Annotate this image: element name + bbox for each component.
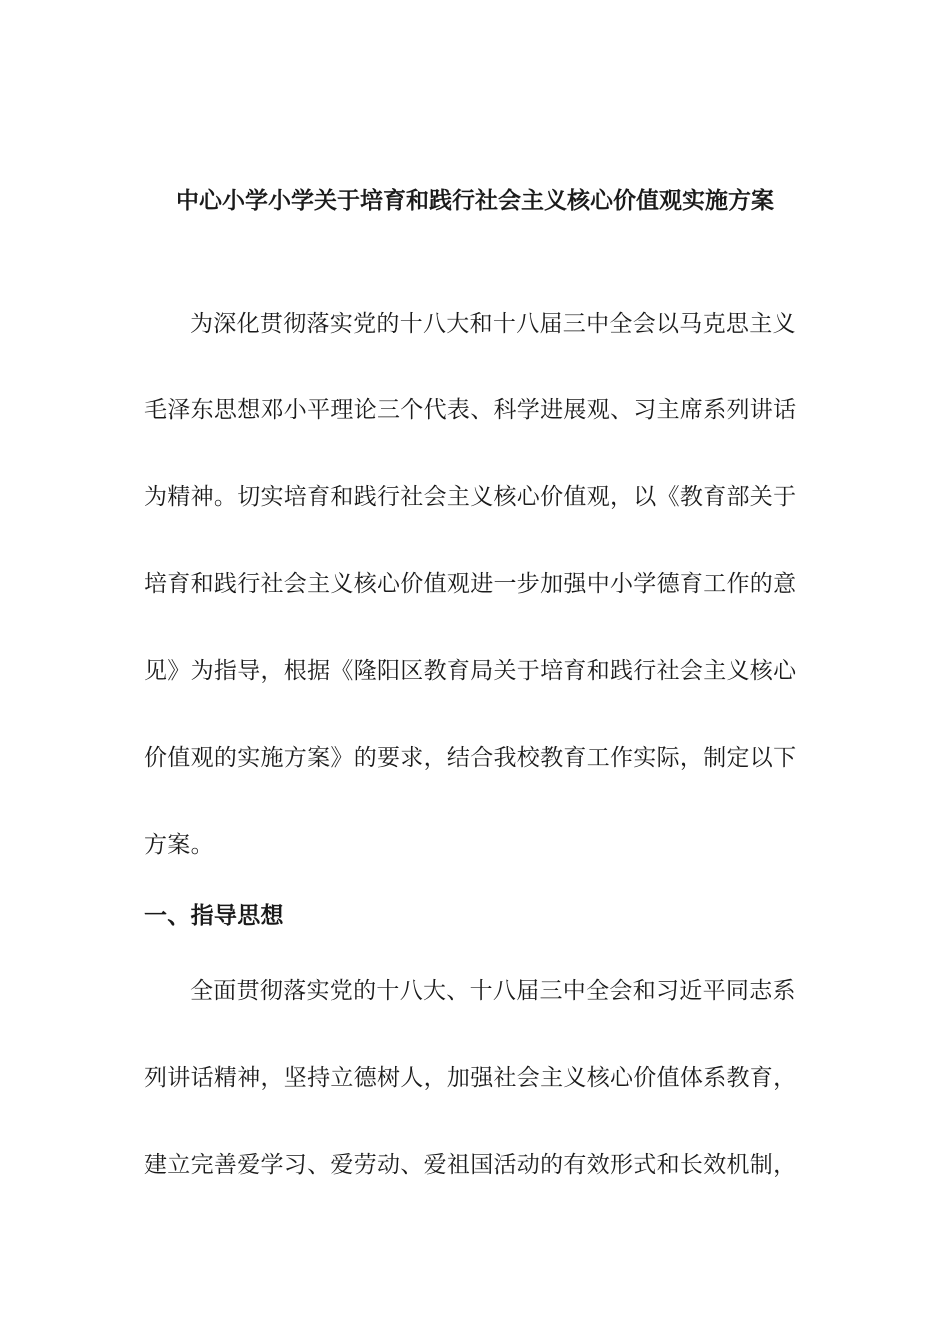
paragraph-line: 价值观的实施方案》的要求，结合我校教育工作实际，制定以下 [144,745,797,771]
paragraph-line: 为深化贯彻落实党的十八大和十八届三中全会以马克思主义 [190,311,796,337]
paragraph-line: 方案。 [144,832,214,858]
paragraph-line: 培育和践行社会主义核心价值观进一步加强中小学德育工作的意 [144,571,797,597]
paragraph-line: 为精神。切实培育和践行社会主义核心价值观，以《教育部关于 [144,484,797,510]
paragraph-line: 列讲话精神，坚持立德树人，加强社会主义核心价值体系教育， [144,1065,797,1091]
paragraph-line: 全面贯彻落实党的十八大、十八届三中全会和习近平同志系 [190,978,796,1004]
section-heading: 一、指导思想 [144,903,284,929]
paragraph-line: 建立完善爱学习、爱劳动、爱祖国活动的有效形式和长效机制， [144,1152,797,1178]
paragraph-line: 见》为指导，根据《隆阳区教育局关于培育和践行社会主义核心 [144,658,797,684]
paragraph-line: 毛泽东思想邓小平理论三个代表、科学进展观、习主席系列讲话 [144,397,797,423]
document-title: 中心小学小学关于培育和践行社会主义核心价值观实施方案 [176,188,774,214]
